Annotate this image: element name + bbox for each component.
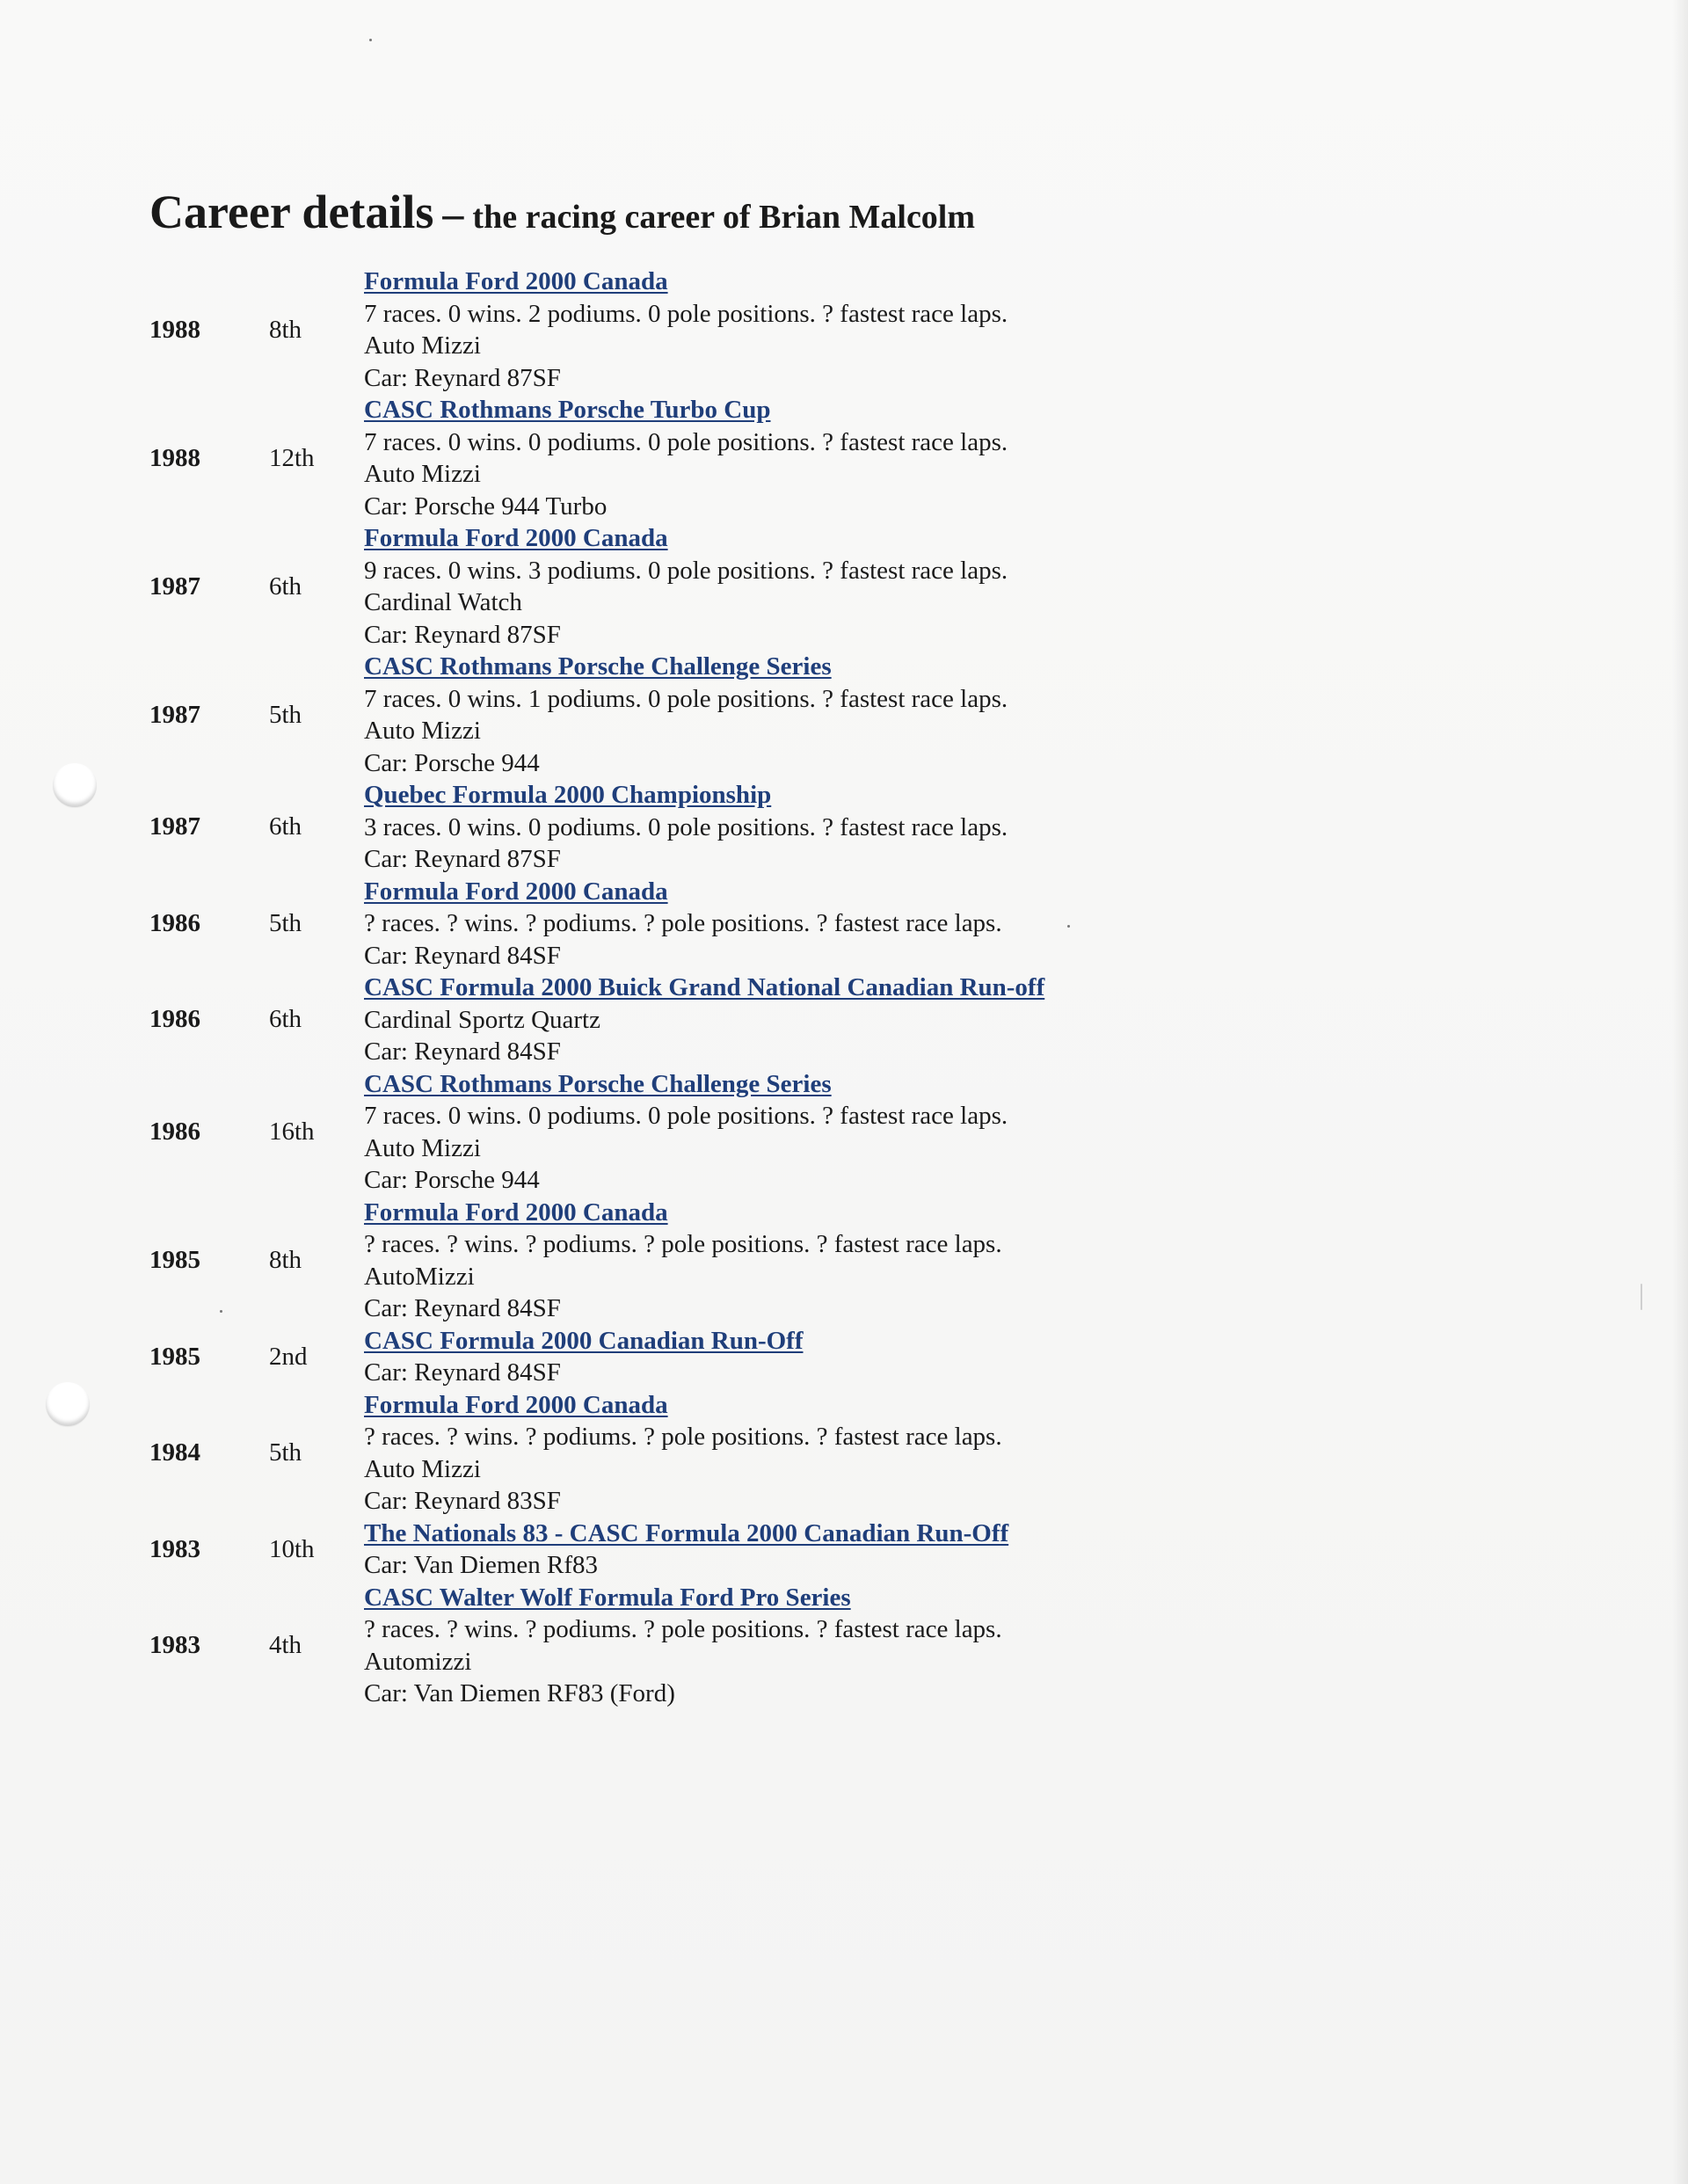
title-main: Career details [149, 186, 434, 238]
entry-detail-line: Auto Mizzi [364, 331, 481, 360]
scan-speck [369, 39, 372, 41]
career-entry [149, 394, 1081, 522]
series-link[interactable]: CASC Rothmans Porsche Challenge Series [364, 1069, 832, 1098]
entry-details [364, 1518, 1076, 1582]
career-entry [149, 651, 1081, 779]
entry-car: Car: Reynard 87SF [364, 620, 561, 649]
entry-detail-line: Automizzi [364, 1647, 472, 1676]
entry-year: 1983 [149, 1631, 200, 1659]
entry-detail-line: AutoMizzi [364, 1262, 475, 1291]
entry-car: Car: Reynard 83SF [364, 1487, 561, 1515]
entry-detail-line: 7 races. 0 wins. 0 podiums. 0 pole positions. ? fastest race laps. [364, 427, 1008, 456]
entry-year: 1988 [149, 315, 200, 344]
entry-car: Car: Reynard 84SF [364, 1294, 561, 1322]
entry-detail-line: 7 races. 0 wins. 2 podiums. 0 pole positions. ? fastest race laps. [364, 299, 1008, 328]
entry-details [364, 876, 1076, 972]
entry-details [364, 1325, 1076, 1389]
entry-year: 1987 [149, 700, 200, 729]
entry-car: Car: Porsche 944 Turbo [364, 491, 608, 521]
series-link[interactable]: Formula Ford 2000 Canada [364, 1198, 668, 1227]
entry-car: Car: Porsche 944 [364, 1166, 540, 1194]
entry-detail-line: Cardinal Watch [364, 588, 522, 616]
series-link[interactable]: CASC Rothmans Porsche Turbo Cup [364, 396, 771, 424]
entry-position: 4th [269, 1631, 302, 1659]
career-entry [149, 1197, 1081, 1325]
entry-details [364, 779, 1076, 876]
series-link[interactable]: CASC Rothmans Porsche Challenge Series [364, 652, 832, 681]
entry-year: 1987 [149, 812, 200, 841]
series-link[interactable]: Formula Ford 2000 Canada [364, 267, 668, 295]
entry-year: 1986 [149, 1005, 200, 1034]
entry-detail-line: ? races. ? wins. ? podiums. ? pole positions. ? fastest race laps. [364, 1423, 1002, 1451]
career-entry [149, 779, 1081, 876]
career-entry [149, 1582, 1081, 1710]
entry-detail-line: ? races. ? wins. ? podiums. ? pole positions. ? fastest race laps. [364, 909, 1002, 937]
series-link[interactable]: Quebec Formula 2000 Championship [364, 781, 772, 809]
entry-detail-line: ? races. ? wins. ? podiums. ? pole positions. ? fastest race laps. [364, 1615, 1002, 1643]
entry-car: Car: Van Diemen Rf83 [364, 1551, 599, 1579]
entry-year: 1988 [149, 443, 200, 472]
page-title [149, 185, 975, 239]
career-entry [149, 876, 1081, 972]
career-entry [149, 1325, 1081, 1389]
title-dash: – [442, 191, 464, 237]
entry-car: Car: Porsche 944 [364, 748, 540, 777]
entry-details [364, 522, 1076, 651]
entry-position: 6th [269, 1005, 302, 1034]
entry-detail-line: Auto Mizzi [364, 1454, 481, 1483]
entry-detail-line: 7 races. 0 wins. 1 podiums. 0 pole positions. ? fastest race laps. [364, 684, 1008, 713]
entry-position: 5th [269, 908, 302, 937]
entry-position: 8th [269, 1246, 302, 1274]
career-list [149, 266, 1081, 1710]
entry-year: 1986 [149, 1117, 200, 1146]
entry-position: 10th [269, 1534, 315, 1563]
entry-position: 6th [269, 812, 302, 841]
entry-year: 1983 [149, 1534, 200, 1563]
career-entry [149, 972, 1081, 1068]
entry-position: 5th [269, 700, 302, 729]
entry-detail-line: Auto Mizzi [364, 460, 481, 488]
entry-car: Car: Reynard 87SF [364, 363, 561, 392]
scan-mark [1641, 1284, 1642, 1310]
entry-position: 8th [269, 315, 302, 344]
entry-detail-line: 3 races. 0 wins. 0 podiums. 0 pole positions. ? fastest race laps. [364, 812, 1008, 841]
career-entry [149, 266, 1081, 394]
series-link[interactable]: Formula Ford 2000 Canada [364, 1390, 668, 1419]
career-entry [149, 1389, 1081, 1518]
entry-details [364, 1197, 1076, 1325]
entry-car: Car: Reynard 87SF [364, 845, 561, 873]
entry-position: 12th [269, 443, 315, 472]
entry-details [364, 1389, 1076, 1518]
entry-position: 6th [269, 571, 302, 601]
series-link[interactable]: CASC Formula 2000 Buick Grand National Canadian Run-off [364, 973, 1045, 1001]
series-link[interactable]: CASC Formula 2000 Canadian Run-Off [364, 1326, 804, 1355]
series-link[interactable]: Formula Ford 2000 Canada [364, 524, 668, 552]
career-entry [149, 1518, 1081, 1582]
entry-detail-line: 9 races. 0 wins. 3 podiums. 0 pole positions. ? fastest race laps. [364, 556, 1008, 585]
entry-year: 1986 [149, 908, 200, 937]
entry-detail-line: ? races. ? wins. ? podiums. ? pole positions. ? fastest race laps. [364, 1230, 1002, 1258]
entry-year: 1987 [149, 571, 200, 601]
entry-detail-line: Cardinal Sportz Quartz [364, 1005, 600, 1034]
entry-detail-line: 7 races. 0 wins. 0 podiums. 0 pole positions. ? fastest race laps. [364, 1102, 1008, 1130]
series-link[interactable]: The Nationals 83 - CASC Formula 2000 Canadian Run-Off [364, 1518, 1009, 1547]
title-subtitle: the racing career of Brian Malcolm [472, 199, 976, 236]
entry-detail-line: Auto Mizzi [364, 717, 481, 745]
entry-car: Car: Reynard 84SF [364, 1358, 561, 1387]
entry-details [364, 1068, 1076, 1197]
entry-details [364, 394, 1076, 522]
entry-car: Car: Reynard 84SF [364, 1037, 561, 1066]
series-link[interactable]: CASC Walter Wolf Formula Ford Pro Series [364, 1583, 851, 1612]
career-entry [149, 1068, 1081, 1197]
entry-year: 1985 [149, 1342, 200, 1371]
punch-hole [46, 1382, 90, 1426]
entry-position: 16th [269, 1117, 315, 1146]
entry-year: 1984 [149, 1438, 200, 1467]
entry-detail-line: Auto Mizzi [364, 1133, 481, 1162]
entry-year: 1985 [149, 1246, 200, 1274]
entry-position: 2nd [269, 1342, 308, 1371]
punch-hole [53, 763, 97, 807]
entry-car: Car: Van Diemen RF83 (Ford) [364, 1679, 675, 1707]
entry-position: 5th [269, 1438, 302, 1467]
series-link[interactable]: Formula Ford 2000 Canada [364, 877, 668, 906]
entry-details [364, 266, 1076, 394]
entry-details [364, 651, 1076, 779]
entry-details [364, 972, 1076, 1068]
career-entry [149, 522, 1081, 651]
entry-details [364, 1582, 1076, 1710]
entry-car: Car: Reynard 84SF [364, 941, 561, 970]
page-edge-shadow [1672, 0, 1688, 2184]
